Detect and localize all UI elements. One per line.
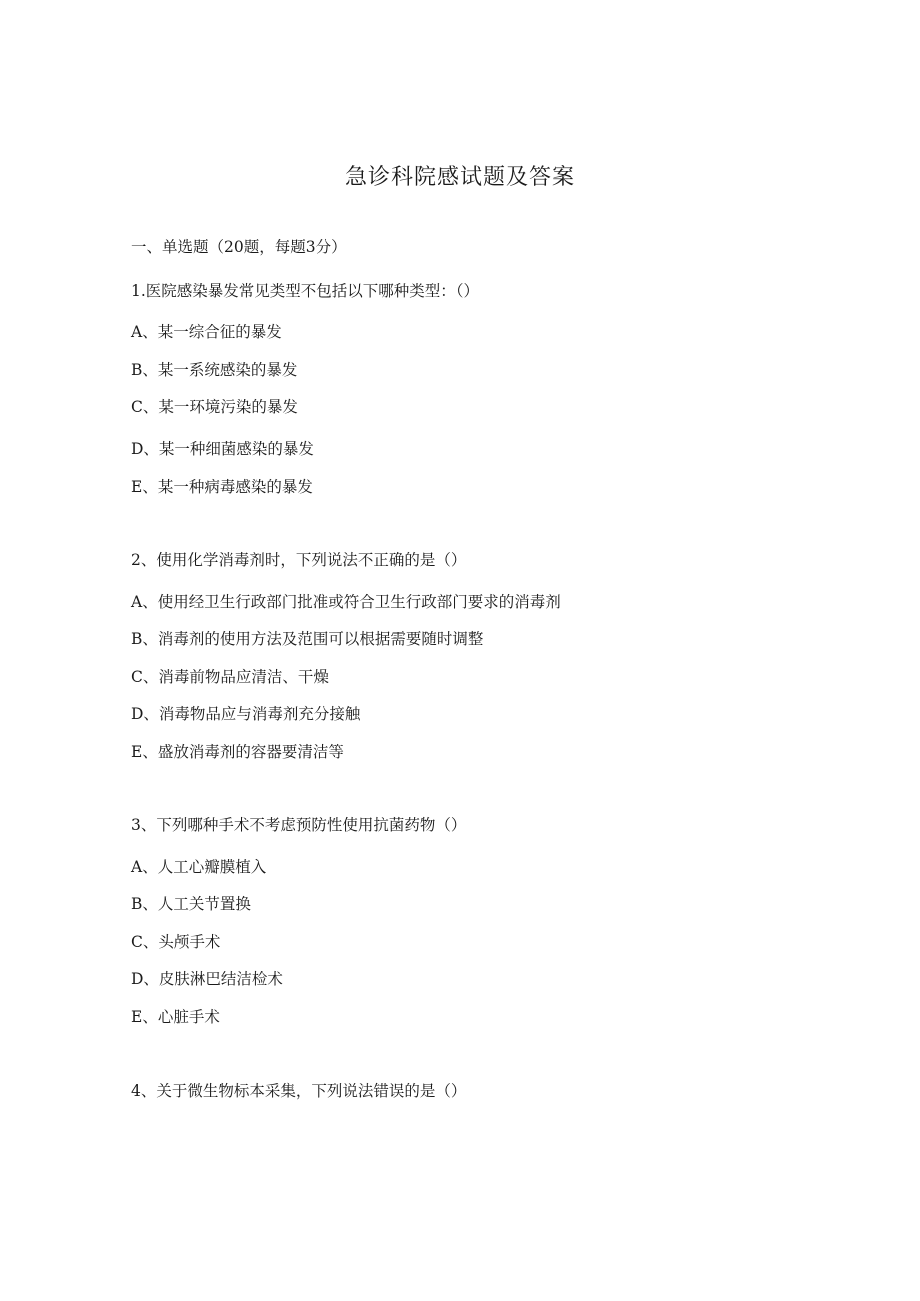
question-1-stem: 1.医院感染暴发常见类型不包括以下哪种类型：（） — [131, 282, 480, 300]
question-2-option-e: E、盛放消毒剂的容器要清洁等 — [131, 743, 344, 761]
question-2-option-a: A、使用经卫生行政部门批准或符合卫生行政部门要求的消毒剂 — [131, 593, 561, 611]
question-3-option-d: D、皮肤淋巴结洁检术 — [131, 970, 283, 988]
question-3-option-b: B、人工关节置换 — [131, 895, 251, 913]
question-2-option-b: B、消毒剂的使用方法及范围可以根据需要随时调整 — [131, 630, 484, 648]
question-2-option-c: C、消毒前物品应清洁、干燥 — [131, 668, 329, 686]
section-heading: 一、单选题（20题，每题3分） — [131, 238, 347, 256]
question-1-option-a: A、某一综合征的暴发 — [131, 323, 282, 341]
question-3-option-c: C、头颅手术 — [131, 933, 221, 951]
question-1-option-c: C、某一环境污染的暴发 — [131, 398, 298, 416]
question-1-option-b: B、某一系统感染的暴发 — [131, 361, 298, 379]
question-1-option-e: E、某一种病毒感染的暴发 — [131, 478, 313, 496]
question-1-option-d: D、某一种细菌感染的暴发 — [131, 440, 314, 458]
question-3-option-a: A、人工心瓣膜植入 — [131, 858, 267, 876]
question-2-stem: 2、使用化学消毒剂时，下列说法不正确的是（） — [131, 551, 467, 569]
document-title: 急诊科院感试题及答案 — [344, 165, 575, 190]
question-2-option-d: D、消毒物品应与消毒剂充分接触 — [131, 705, 361, 723]
question-3-stem: 3、下列哪种手术不考虑预防性使用抗菌药物（） — [131, 816, 467, 834]
question-3-option-e: E、心脏手术 — [131, 1008, 220, 1026]
question-4-stem: 4、关于微生物标本采集，下列说法错误的是（） — [131, 1082, 467, 1100]
